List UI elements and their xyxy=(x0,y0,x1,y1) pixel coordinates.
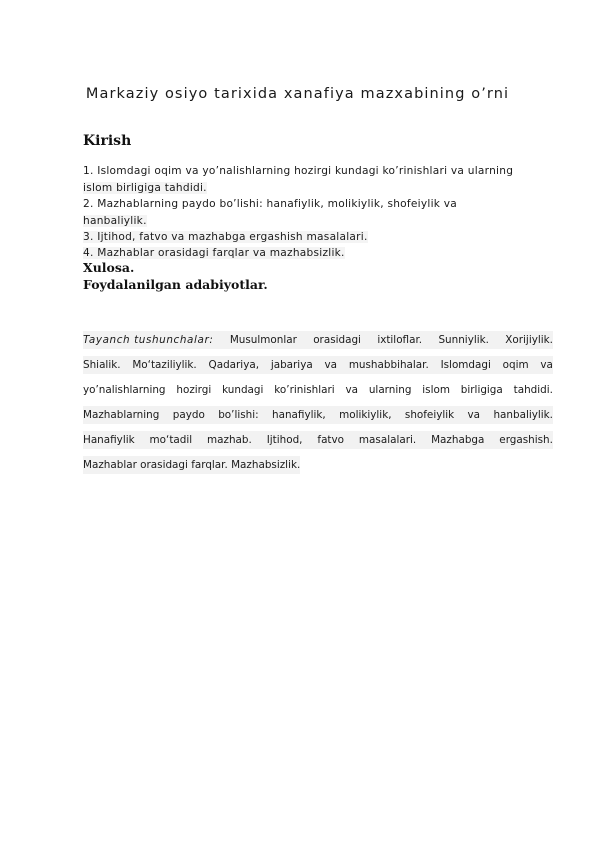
keywords-line-3 xyxy=(83,381,553,399)
keyword-word: hanbaliylik. xyxy=(493,409,553,421)
keyword-word: Xorijiylik. xyxy=(505,334,553,346)
keyword-word: tahdidi. xyxy=(513,384,553,396)
keyword-word: orasidagi xyxy=(313,334,361,346)
keywords-line-5 xyxy=(83,431,553,449)
toc-item-3: 3. Ijtihod, fatvo va mazhabga ergashish masalalari. xyxy=(83,231,368,243)
keyword-word: Sunniylik. xyxy=(438,334,489,346)
keyword-word: Qadariya, xyxy=(208,359,260,371)
keywords-line-2 xyxy=(83,356,553,374)
keyword-word: mazhab. xyxy=(207,434,252,446)
keyword-word: ixtiloflar. xyxy=(377,334,423,346)
keyword-word: va xyxy=(345,384,358,396)
keyword-word: hanafiylik, xyxy=(272,409,326,421)
keyword-word: Mazhabga xyxy=(431,434,485,446)
keyword-word: ergashish. xyxy=(499,434,553,446)
keyword-word: va xyxy=(324,359,338,371)
keyword-word: fatvo xyxy=(317,434,345,446)
keywords-line-4 xyxy=(83,406,553,424)
toc-item-2-line-1: 2. Mazhablarning paydo bo’lishi: hanafiylik, molikiylik, shofeiylik va xyxy=(83,198,458,210)
keyword-word: masalalari. xyxy=(358,434,417,446)
keywords-line-1 xyxy=(83,331,553,349)
keyword-word: molikiylik, xyxy=(339,409,392,421)
toc-item-1-line-1: 1. Islomdagi oqim va yo’nalishlarning hozirgi kundagi ko’rinishlari va ularning xyxy=(83,165,514,177)
toc-item-1-line-2: islom birligiga tahdidi. xyxy=(83,181,207,194)
keyword-word: bo’lishi: xyxy=(218,409,259,421)
keyword-word: Mazhablarning xyxy=(83,409,160,421)
keyword-word: birligiga xyxy=(460,384,503,396)
keyword-word: ularning xyxy=(368,384,412,396)
keywords-label: Tayanch tushunchalar: xyxy=(83,334,214,346)
keyword-word: ko’rinishlari xyxy=(274,384,335,396)
keyword-word: paydo xyxy=(172,409,205,421)
keyword-word: va xyxy=(540,359,553,371)
keyword-word: oqim xyxy=(502,359,529,371)
keyword-word: mo‘tadil xyxy=(149,434,193,446)
document-title: Markaziy osiyo tarixida xanafiya mazxabining o’rni xyxy=(85,86,510,102)
toc-item-2-line-2: hanbaliylik. xyxy=(83,214,147,227)
heading-foydalanilgan-adabiyotlar: Foydalanilgan adabiyotlar. xyxy=(83,277,268,292)
keyword-word: hozirgi xyxy=(176,384,212,396)
keywords-line-6: Mazhablar orasidagi farqlar. Mazhabsizlik. xyxy=(83,456,300,474)
keyword-word: shofeiylik xyxy=(404,409,455,421)
keyword-word: jabariya xyxy=(270,359,313,371)
keyword-word: yo’nalishlarning xyxy=(83,384,166,396)
keyword-word: islom xyxy=(422,384,450,396)
keyword-word: kundagi xyxy=(222,384,264,396)
keyword-word: mushabbihalar. xyxy=(348,359,429,371)
keyword-word: Hanafiylik xyxy=(83,434,135,446)
heading-xulosa: Xulosa. xyxy=(83,260,135,275)
keyword-word: va xyxy=(467,409,481,421)
keyword-word: Mo‘taziliylik. xyxy=(132,359,197,371)
keyword-word: Ijtihod, xyxy=(266,434,303,446)
toc-item-4: 4. Mazhablar orasidagi farqlar va mazhabsizlik. xyxy=(83,247,345,259)
keyword-word: Islomdagi xyxy=(440,359,491,371)
keyword-word: Shialik. xyxy=(83,359,121,371)
keyword-word: Musulmonlar xyxy=(229,334,297,346)
heading-kirish: Kirish xyxy=(83,133,132,149)
